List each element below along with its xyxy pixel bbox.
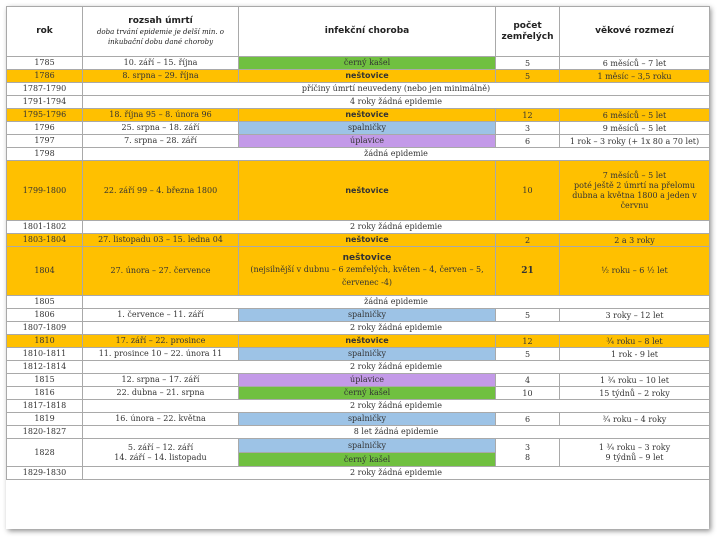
table-row [7, 467, 710, 480]
disease-cell: neštovice [239, 161, 496, 221]
disease-cell: úplavice [239, 135, 496, 148]
table-row [7, 348, 710, 361]
year-cell: 1787-1790 [7, 83, 83, 96]
year-cell: 1786 [7, 70, 83, 83]
range-cell: 12. srpna – 17. září [83, 374, 239, 387]
year-cell: 1804 [7, 247, 83, 296]
range-cell: 11. prosince 10 – 22. února 11 [83, 348, 239, 361]
count-cell: 21 [496, 247, 560, 296]
table-row [7, 96, 710, 109]
table-row [7, 309, 710, 322]
disease-cell [239, 247, 496, 296]
header-range-title: rozsah úmrtí [128, 16, 193, 26]
range-cell: 8. srpna – 29. října [83, 70, 239, 83]
range-cell: 22. září 99 – 4. března 1800 [83, 161, 239, 221]
count-cell: 5 [496, 70, 560, 83]
range-cell: 22. dubna – 21. srpna [83, 387, 239, 400]
span-note-cell: 8 let žádná epidemie [83, 426, 710, 439]
span-note-cell: příčiny úmrtí neuvedeny (nebo jen minimálně) [83, 83, 710, 96]
table-row [7, 161, 710, 221]
ages-cell: 1 rok – 3 roky (+ 1x 80 a 70 let) [560, 135, 710, 148]
ages-line: červnu [620, 200, 649, 210]
table-row [7, 83, 710, 96]
header-count: počet zemřelých [496, 7, 560, 57]
year-cell: 1815 [7, 374, 83, 387]
table-row [7, 234, 710, 247]
range-cell: 7. srpna – 28. září [83, 135, 239, 148]
table-row [7, 413, 710, 426]
span-note-cell: 2 roky žádná epidemie [83, 221, 710, 234]
table-row [7, 387, 710, 400]
table-row [7, 57, 710, 70]
ages-line: dubna a května 1800 a jeden v [572, 190, 697, 200]
header-range-note: doba trvání epidemie je delší min. o inkubační dobu dané choroby [96, 28, 225, 46]
range-cell: 27. listopadu 03 – 15. ledna 04 [83, 234, 239, 247]
range-cell: 17. září – 22. prosince [83, 335, 239, 348]
year-cell: 1795-1796 [7, 109, 83, 122]
span-note-cell: 2 roky žádná epidemie [83, 322, 710, 335]
year-cell: 1816 [7, 387, 83, 400]
table-row [7, 70, 710, 83]
table-row [7, 135, 710, 148]
disease-cell: spalničky [239, 348, 496, 361]
table-row [7, 296, 710, 309]
epidemics-table [6, 6, 710, 480]
table-row [7, 361, 710, 374]
count-cell: 6 [496, 135, 560, 148]
disease-black-cough: černý kašel [239, 453, 495, 466]
count-cell: 10 [496, 387, 560, 400]
ages-cell [560, 161, 710, 221]
year-cell: 1817-1818 [7, 400, 83, 413]
count-cell: 12 [496, 335, 560, 348]
disease-cell [239, 439, 496, 467]
year-cell: 1812-1814 [7, 361, 83, 374]
disease-cell: neštovice [239, 335, 496, 348]
year-cell: 1801-1802 [7, 221, 83, 234]
year-cell: 1799-1800 [7, 161, 83, 221]
count-cell: 5 [496, 309, 560, 322]
span-note-cell: 4 roky žádná epidemie [83, 96, 710, 109]
span-note-cell: žádná epidemie [83, 148, 710, 161]
year-cell: 1807-1809 [7, 322, 83, 335]
year-cell: 1806 [7, 309, 83, 322]
count-cell: 6 [496, 413, 560, 426]
header-range [83, 7, 239, 57]
year-cell: 1785 [7, 57, 83, 70]
count-line: 8 [524, 452, 531, 462]
year-cell: 1810-1811 [7, 348, 83, 361]
ages-line: 9 týdnů – 9 let [605, 452, 664, 462]
disease-note: (nejsilnější v dubnu – 6 zemřelých, květen – 4, červen – 5, červenec -4) [250, 265, 484, 287]
disease-cell: neštovice [239, 234, 496, 247]
range-cell: 18. října 95 – 8. února 96 [83, 109, 239, 122]
range-cell: 10. září – 15. října [83, 57, 239, 70]
table-row [7, 109, 710, 122]
disease-cell: spalničky [239, 122, 496, 135]
span-note-cell: 2 roky žádná epidemie [83, 467, 710, 480]
table-row [7, 247, 710, 296]
disease-cell: neštovice [239, 70, 496, 83]
range-cell: 25. srpna – 18. září [83, 122, 239, 135]
range-line: 14. září – 14. listopadu [114, 452, 207, 462]
ages-cell [560, 439, 710, 467]
year-cell: 1820-1827 [7, 426, 83, 439]
disease-cell: černý kašel [239, 387, 496, 400]
table-row [7, 374, 710, 387]
epidemics-table-frame [6, 6, 709, 529]
disease-cell: spalničky [239, 413, 496, 426]
year-cell: 1791-1794 [7, 96, 83, 109]
ages-cell: 1 rok - 9 let [560, 348, 710, 361]
count-cell: 5 [496, 348, 560, 361]
span-note-cell: žádná epidemie [83, 296, 710, 309]
ages-line: 1 ¾ roku – 3 roky [598, 442, 671, 452]
ages-line: poté ještě 2 úmrtí na přelomu [573, 180, 695, 190]
table-row [7, 400, 710, 413]
range-cell: 27. února – 27. července [83, 247, 239, 296]
ages-cell: 6 měsíců – 7 let [560, 57, 710, 70]
span-note-cell: 2 roky žádná epidemie [83, 361, 710, 374]
disease-cell: černý kašel [239, 57, 496, 70]
ages-cell: 9 měsíců – 5 let [560, 122, 710, 135]
range-cell [83, 439, 239, 467]
range-cell: 16. února – 22. května [83, 413, 239, 426]
count-cell: 4 [496, 374, 560, 387]
year-cell: 1819 [7, 413, 83, 426]
count-cell: 2 [496, 234, 560, 247]
header-year: rok [7, 7, 83, 57]
table-row [7, 426, 710, 439]
table-row [7, 439, 710, 467]
table-row [7, 221, 710, 234]
disease-cell: úplavice [239, 374, 496, 387]
count-cell [496, 439, 560, 467]
year-cell: 1796 [7, 122, 83, 135]
range-line: 5. září – 12. září [127, 442, 194, 452]
disease-measles: spalničky [239, 439, 495, 453]
header-row [7, 7, 710, 57]
header-disease: infekční choroba [239, 7, 496, 57]
ages-cell: 2 a 3 roky [560, 234, 710, 247]
range-cell: 1. července – 11. září [83, 309, 239, 322]
year-cell: 1798 [7, 148, 83, 161]
year-cell: 1805 [7, 296, 83, 309]
count-cell: 10 [496, 161, 560, 221]
year-cell: 1810 [7, 335, 83, 348]
table-row [7, 122, 710, 135]
ages-line: 7 měsíců – 5 let [602, 170, 667, 180]
span-note-cell: 2 roky žádná epidemie [83, 400, 710, 413]
ages-cell: 15 týdnů – 2 roky [560, 387, 710, 400]
disease-cell: spalničky [239, 309, 496, 322]
header-ages: věkové rozmezí [560, 7, 710, 57]
ages-cell: ½ roku – 6 ½ let [560, 247, 710, 296]
ages-cell: ¾ roku – 4 roky [560, 413, 710, 426]
count-cell: 5 [496, 57, 560, 70]
count-cell: 3 [496, 122, 560, 135]
count-cell: 12 [496, 109, 560, 122]
year-cell: 1797 [7, 135, 83, 148]
year-cell: 1803-1804 [7, 234, 83, 247]
ages-cell: 1 měsíc – 3,5 roku [560, 70, 710, 83]
ages-cell: 6 měsíců – 5 let [560, 109, 710, 122]
table-row [7, 335, 710, 348]
year-cell: 1829-1830 [7, 467, 83, 480]
ages-cell: 1 ¾ roku – 10 let [560, 374, 710, 387]
year-cell: 1828 [7, 439, 83, 467]
ages-cell: 3 roky – 12 let [560, 309, 710, 322]
disease-name: neštovice [342, 253, 392, 263]
table-row [7, 322, 710, 335]
table-row [7, 148, 710, 161]
ages-cell: ¾ roku – 8 let [560, 335, 710, 348]
disease-cell: neštovice [239, 109, 496, 122]
count-line: 3 [524, 442, 531, 452]
table-body [7, 57, 710, 480]
